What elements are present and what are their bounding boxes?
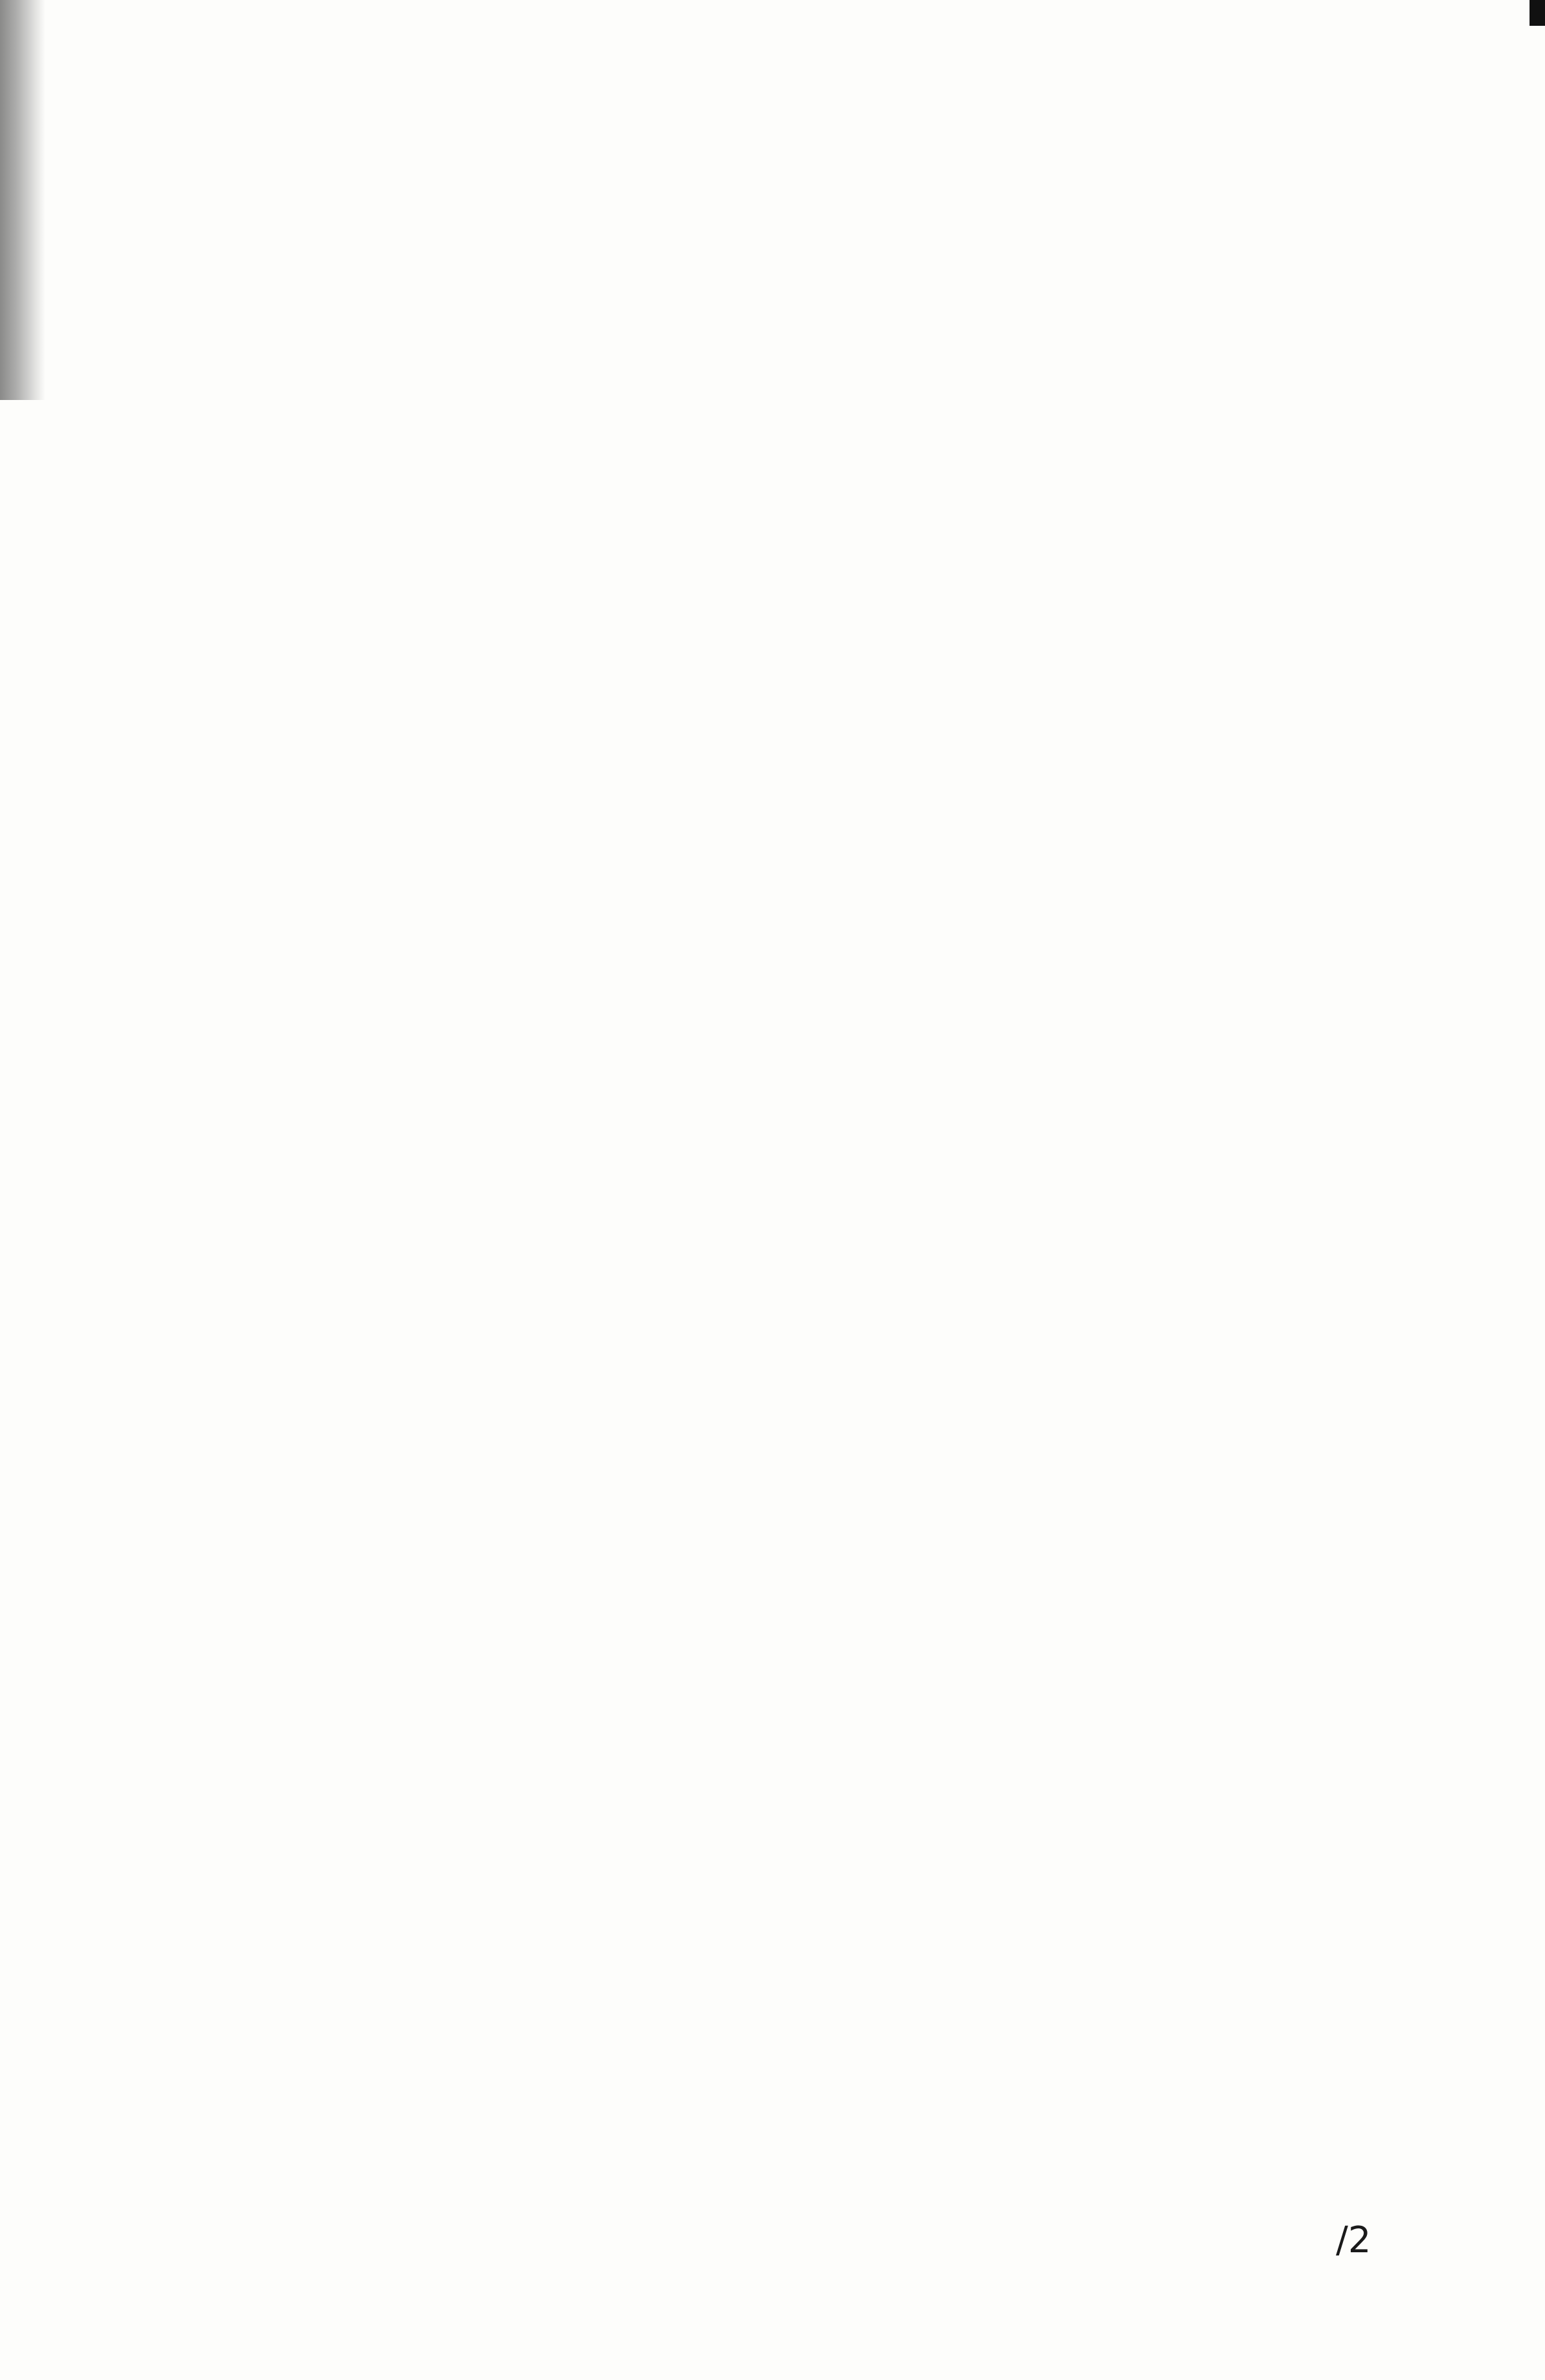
scan-shadow-right [1530, 0, 1545, 26]
page-number: /2 [1336, 2219, 1371, 2261]
scan-shadow-left [0, 0, 45, 400]
document-body [294, 290, 1494, 360]
